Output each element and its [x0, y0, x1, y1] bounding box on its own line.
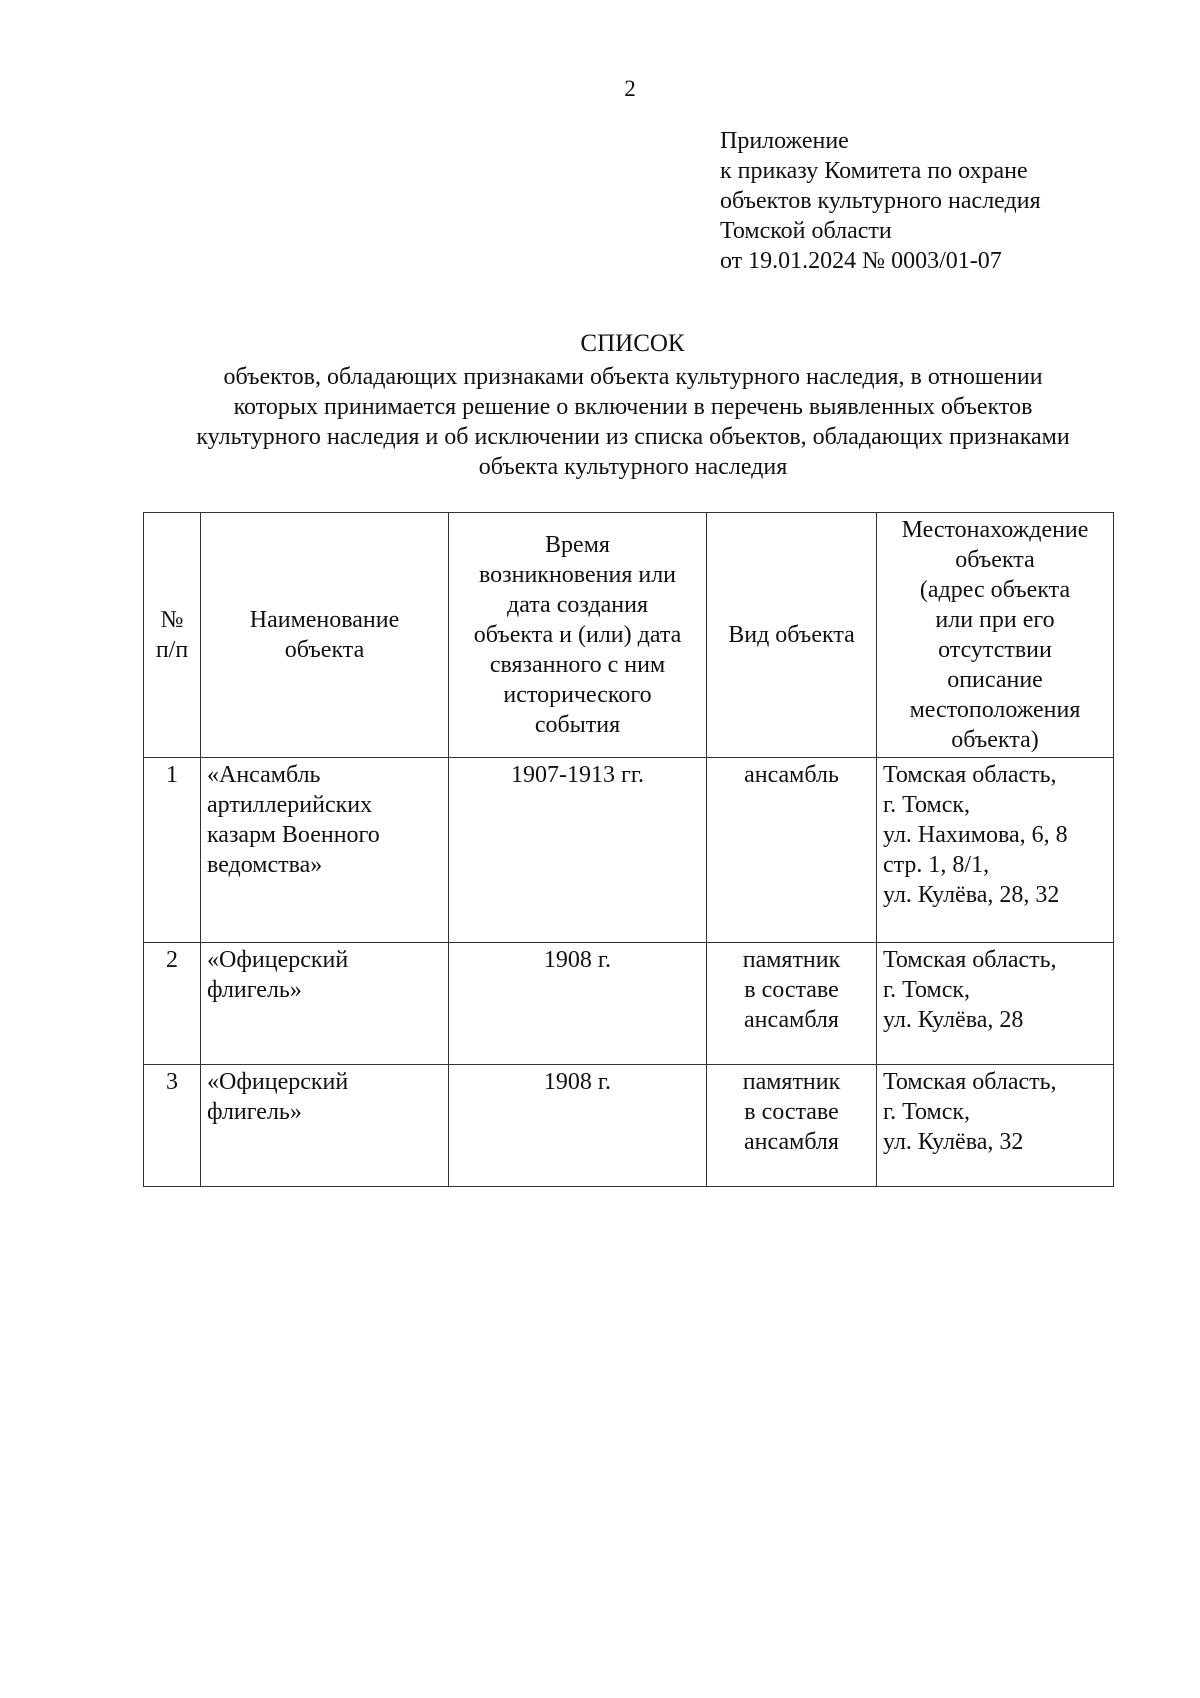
- objects-table: [143, 512, 1114, 1187]
- cell-name: «Офицерский флигель»: [201, 943, 449, 1065]
- list-title: СПИСОК: [580, 330, 685, 357]
- table-row: [144, 943, 1114, 1065]
- cell-location: Томская область, г. Томск, ул. Кулёва, 32: [877, 1065, 1114, 1187]
- header-type: Вид объекта: [707, 513, 877, 758]
- list-subtitle: [140, 362, 1126, 482]
- appendix-block: [720, 126, 1041, 276]
- table-row: [144, 758, 1114, 943]
- subtitle-line: объекта культурного наследия: [478, 454, 788, 480]
- header-date: Время возникновения или дата создания объекта и (или) дата связанного с ним исторического события: [449, 513, 707, 758]
- appendix-line: объектов культурного наследия: [720, 188, 1041, 214]
- appendix-line: к приказу Комитета по охране: [720, 158, 1028, 184]
- subtitle-line: культурного наследия и об исключении из списка объектов, обладающих признаками: [196, 424, 1070, 450]
- cell-location: Томская область, г. Томск, ул. Нахимова, 6, 8 стр. 1, 8/1, ул. Кулёва, 28, 32: [877, 758, 1114, 943]
- cell-num: 2: [144, 943, 201, 1065]
- appendix-line: от 19.01.2024 № 0003/01-07: [720, 248, 1002, 274]
- subtitle-line: которых принимается решение о включении в перечень выявленных объектов: [233, 394, 1033, 420]
- header-name: Наименование объекта: [201, 513, 449, 758]
- cell-type: ансамбль: [707, 758, 877, 943]
- cell-location: Томская область, г. Томск, ул. Кулёва, 28: [877, 943, 1114, 1065]
- header-num: № п/п: [144, 513, 201, 758]
- cell-date: 1908 г.: [449, 1065, 707, 1187]
- cell-name: «Офицерский флигель»: [201, 1065, 449, 1187]
- appendix-line: Приложение: [720, 128, 849, 154]
- appendix-line: Томской области: [720, 218, 892, 244]
- page-number: 2: [624, 76, 636, 101]
- cell-date: 1907-1913 гг.: [449, 758, 707, 943]
- table-row: [144, 1065, 1114, 1187]
- subtitle-line: объектов, обладающих признаками объекта культурного наследия, в отношении: [223, 364, 1043, 390]
- table-header-row: [144, 513, 1114, 758]
- header-location: Местонахождение объекта (адрес объекта или при его отсутствии описание местоположения объекта): [877, 513, 1114, 758]
- cell-type: памятник в составе ансамбля: [707, 1065, 877, 1187]
- cell-num: 3: [144, 1065, 201, 1187]
- cell-date: 1908 г.: [449, 943, 707, 1065]
- cell-name: «Ансамбль артиллерийских казарм Военного ведомства»: [201, 758, 449, 943]
- cell-num: 1: [144, 758, 201, 943]
- cell-type: памятник в составе ансамбля: [707, 943, 877, 1065]
